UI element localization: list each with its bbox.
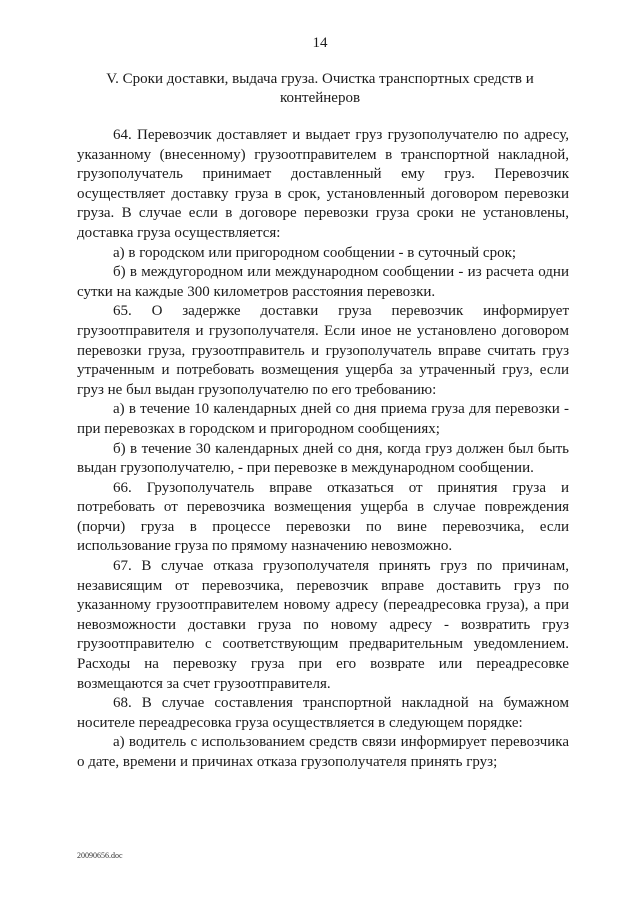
paragraph-68-a: а) водитель с использованием средств связи информирует перевозчика о дате, времени и причинах отказа грузополучателя принять груз; bbox=[77, 734, 569, 770]
paragraph-64: 64. Перевозчик доставляет и выдает груз грузополучателю по адресу, указанному (внесенному) грузоотправителем в транспортной накладной, грузополучатель принимает доставленный ему груз. Перевозчик осуществляет доставку груза в срок, установленный договором перевозки груза. В случае если в договоре перевозки груза сроки не установлены, доставка груза осуществляется: bbox=[77, 127, 569, 241]
page-number: 14 bbox=[312, 35, 328, 51]
paragraph-65-b: б) в течение 30 календарных дней со дня, когда груз должен был быть выдан грузополучателю, - при перевозке в международном сообщении. bbox=[77, 440, 569, 477]
document-body bbox=[77, 126, 569, 773]
paragraph-65-a: а) в течение 10 календарных дней со дня приема груза для перевозки - при перевозках в городском и пригородном сообщениях; bbox=[77, 401, 569, 437]
paragraph-66: 66. Грузополучатель вправе отказаться от принятия груза и потребовать от перевозчика возмещения ущерба в случае повреждения (порчи) груза в процессе перевозки по вине перевозчика, если использование груза по прямому назначению невозможно. bbox=[77, 479, 569, 555]
paragraph-64-a: а) в городском или пригородном сообщении - в суточный срок; bbox=[113, 244, 517, 261]
paragraph-64-b: б) в междугородном или международном сообщении - из расчета одни сутки на каждые 300 километров расстояния перевозки. bbox=[77, 264, 569, 300]
section-title: V. Сроки доставки, выдача груза. Очистка транспортных средств и контейнеров bbox=[106, 71, 534, 106]
paragraph-68: 68. В случае составления транспортной накладной на бумажном носителе переадресовка груза осуществляется в следующем порядке: bbox=[77, 695, 569, 731]
paragraph-67: 67. В случае отказа грузополучателя принять груз по причинам, независящим от перевозчика, перевозчик вправе доставить груз по указанному грузоотправителем новому адресу (переадресовка груза), а при невозможности доставки груза по новому адресу - возвратить груз грузоотправителю с соответствующим предварительным уведомлением. Расходы на перевозку груза при его возврате или переадресовке возмещаются за счет грузоотправителя. bbox=[77, 558, 569, 692]
paragraph-65: 65. О задержке доставки груза перевозчик информирует грузоотправителя и грузополучателя. Если иное не установлено договором перевозки груза, грузоотправитель и грузополучатель вправе считать груз утраченным и потребовать возмещения ущерба за утраченный груз, если груз не был выдан грузополучателю по его требованию: bbox=[77, 303, 569, 398]
footer-file-code: 20090656.doc bbox=[77, 851, 123, 860]
